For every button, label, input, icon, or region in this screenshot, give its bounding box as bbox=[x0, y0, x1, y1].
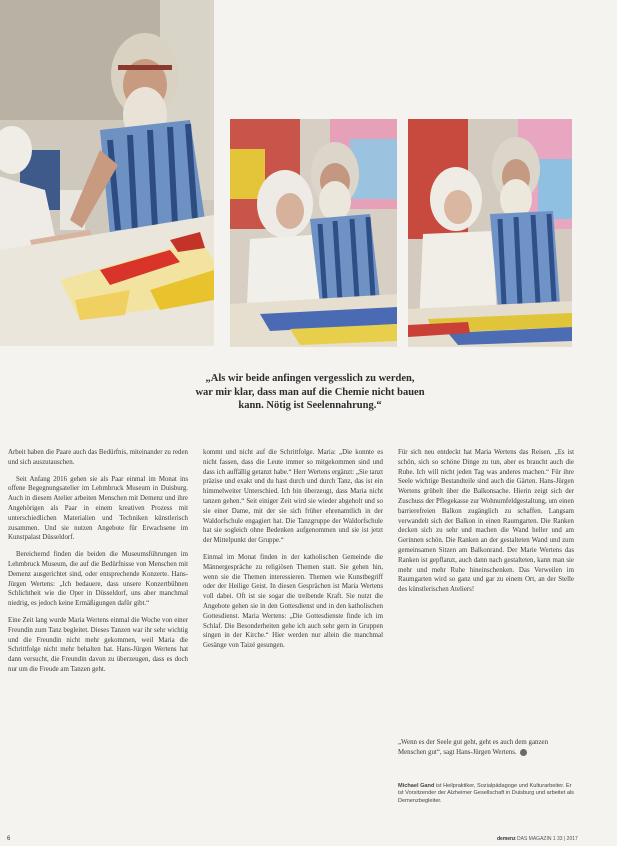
closing-quote-text: „Wenn es der Seele gut geht, geht es auch dem ganzen Menschen gut“, sagt Hans-Jürgen Wertens. bbox=[398, 739, 549, 756]
paragraph: Eine Zeit lang wurde Maria Wertens einmal die Woche von einer Freundin zum Tanz begleitet. Dieses Tanzen war ihr sehr wichtig und die Freundin nicht mehr gekommen, weil Maria die Schrittfolge nicht mehr behalten hat. Hans-Jürgen Wertens hat dann versucht, die Freundin davon zu überzeugen, dass es doch nur um die Freude am Tanzen geht. bbox=[8, 616, 188, 673]
photo-man-painting bbox=[0, 0, 214, 346]
photo-couple-standing-image bbox=[408, 119, 572, 347]
paragraph: Arbeit haben die Paare auch das Bedürfnis, miteinander zu reden und sich auszutauschen. bbox=[8, 449, 188, 466]
photo-couple-pointing-image bbox=[230, 119, 397, 347]
pull-quote-line-3: kann. Nötig ist Seelennahrung.“ bbox=[238, 400, 382, 411]
paragraph: Bereichernd finden die beiden die Museumsführungen im Lehmbruck Museum, die auf die Bedürfnisse von Menschen mit Demenz ausgerichtet sind, oder entsprechende Konzerte. Hans-Jürgen Wertens: „Ich bedauere, dass unsere Konzertbühnen Schlichtheit wie die Oper in Düsseldorf, uns aber manchmal niedrig, es jedoch keine Ermäßigungen dafür gibt.“ bbox=[8, 551, 188, 608]
article-column-3 bbox=[398, 448, 574, 602]
end-mark-icon bbox=[520, 749, 527, 756]
author-bio bbox=[398, 783, 574, 805]
footer-publication bbox=[497, 836, 578, 842]
paragraph: Einmal im Monat finden in der katholischen Gemeinde die Männergespräche zu religiösen Themen statt. Sie gehen hin, wenn sie die Themen interessieren. Themen wie Kunstbegriff oder der Heilige Geist. In diesen Gesprächen ist Maria Wertens voll dabei. Oft ist sie sogar die treibende Kraft. Sie nutzt die Angebote gehen sie in den Gottesdienst und in den katholischen Gottesdienst. Maria Wertens: „Die Gottesdienste finde ich im Schlaf. Die Besonderheiten gehe ich auch sehr gern in Gruppen singen in der Kirche.“ Hier werden nur allein die manchmal Gesänge von Taizé gesungen. bbox=[203, 553, 383, 650]
author-bio-text: ist Heilpraktiker, Sozialpädagoge und Kulturarbeiter. Er ist Vorsitzender der Alzheimer Gesellschaft in Duisburg und arbeitet als Demenzbegleiter. bbox=[398, 783, 574, 804]
page-number: 6 bbox=[7, 836, 11, 842]
pull-quote-line-2: war mir klar, dass man auf die Chemie nicht bauen bbox=[195, 386, 425, 398]
pull-quote-line-1: „Als wir beide anfingen vergesslich zu werden, bbox=[205, 373, 415, 384]
article-column-1 bbox=[8, 448, 188, 682]
photo-couple-pointing bbox=[230, 119, 397, 347]
paragraph: Für sich neu entdeckt hat Maria Wertens das Reisen. „Es ist schön, sich so schöne Dinge zu tun, aber es braucht auch die Ruhe. Ich will nicht jeden Tag was anderes machen.“ Für ihre Seele wichtige Bestandteile sind auch die Gärten. Hans-Jürgen Wertens grübelt über die Balkonsache. Hierin zeigt sich der Zuschuss der Pflegekasse zur Wohnumfeldgestaltung, um einen barrierefreien Balkon zugänglich zu schaffen. Langsam verwandelt sich der Balkon in einen Raumgarten. Die Ranken decken sich zu sehr und machen die Wand heller und am Gerinnen schön. Die Ranken an der gestalteten Wand und zum gemeinsamen Sitzen am Balkonrand. Der Marie Wertens das Ranken ist gepflanzt, auch dann nach gestalteten, kann man sie mehr und mehr Ruhe hineinschenken. Das Verweilen im Raumgarten wird so ganz und gar zu einem Ort, an der Stelle des künstlerischen Ateliers! bbox=[398, 449, 574, 594]
article-column-2 bbox=[203, 448, 383, 658]
photo-couple-standing bbox=[408, 119, 572, 347]
author-name: Michael Gand bbox=[398, 783, 435, 789]
paragraph: kommt und nicht auf die Schrittfolge. Maria: „Die konnte es nicht fassen, dass die Leute immer so mitgekommen sind und dass ich auffällig getanzt habe.“ Herr Wertens ergänzt: „Sie tanzt präzise und exakt und du hast durch und durch Tanz, das ist ein himmelweiter Unterschied. Ich bin überzeugt, dass Maria nicht tanzen gehen.“ Seit einiger Zeit wird sie wieder abgeholt und so sie einer Dame, mit der sie sich früher ehrenamtlich in der Waldorfschule engagiert hat. Die Tanzgruppe der Waldorfschule hat sie sogleich ohne Bedenken aufgenommen und sie ist jetzt der Mittelpunkt der Gruppe.“ bbox=[203, 449, 383, 545]
pull-quote bbox=[150, 372, 470, 413]
paragraph: Seit Anfang 2016 gehen sie als Paar einmal im Monat ins offene Begegnungsatelier im Lehmbruck Museum in Duisburg. Auch in diesem Atelier arbeiten Menschen mit Demenz und ihre Angehörigen als Paar in einem kreativen Prozess mit unterschiedlichen Materialien und Techniken künstlerisch zusammen. Und sie nutzen Angebote für Erwachsene im Kunstpalast Düsseldorf. bbox=[8, 475, 188, 542]
publication-name: demenz bbox=[497, 836, 516, 842]
closing-quote bbox=[398, 738, 574, 758]
issue-info: DAS MAGAZIN 1 33 | 2017 bbox=[517, 836, 578, 842]
photo-man-painting-image bbox=[0, 0, 214, 346]
